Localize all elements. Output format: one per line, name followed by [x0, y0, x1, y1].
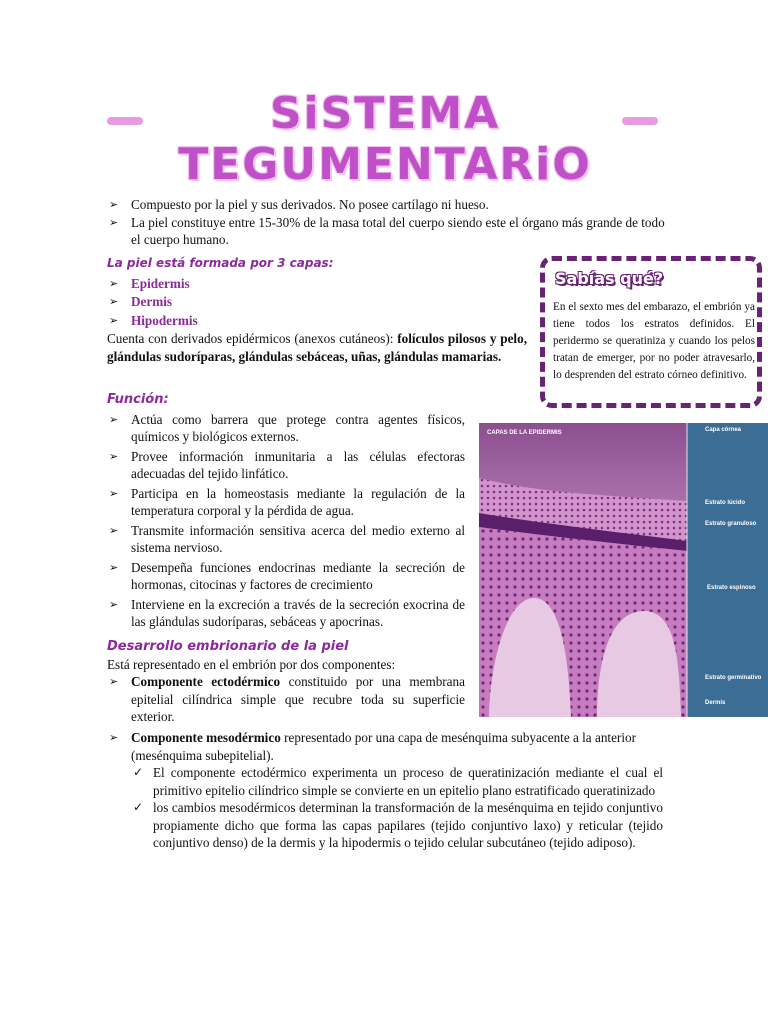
figure-label: Dermis	[705, 700, 726, 706]
development-heading: Desarrollo embrionario de la piel	[107, 639, 349, 654]
component-item: ➢ Componente mesodérmico representado por una capa de mesénquima subyacente a la anterior (mesénquima subepitelial).	[109, 730, 636, 763]
function-item: ➢ Transmite información sensitiva acerca del medio externo al sistema nervioso.	[109, 522, 465, 555]
histology-illustration	[479, 423, 768, 717]
development-intro: Está representado en el embrión por dos componentes:	[107, 656, 396, 672]
layers-section	[107, 255, 527, 365]
did-you-know-box	[540, 256, 762, 408]
function-item: ➢ Participa en la homeostasis mediante la regulación de la temperatura corporal y la pérdida de agua.	[109, 485, 465, 518]
layer-item: ➢ Epidermis	[109, 275, 190, 291]
figure-label: Estrato espinoso	[707, 585, 756, 591]
arrow-bullet-icon: ➢	[109, 597, 119, 611]
callout-text: En el sexto mes del embarazo, el embrión ya tiene todos los estratos definidos. El peridermo se queratiniza y cuando los pelos tratan de emerger, por no poder atravesarlo, lo desprenden del estrato córneo definitivo.	[553, 301, 755, 381]
page-title: SiSTEMA TEGUMENTARiO	[178, 88, 592, 190]
arrow-bullet-icon: ➢	[109, 486, 119, 500]
arrow-bullet-icon: ➢	[109, 523, 119, 537]
arrow-bullet-icon: ➢	[109, 295, 119, 308]
arrow-bullet-icon: ➢	[109, 276, 119, 290]
arrow-bullet-icon: ➢	[109, 215, 119, 229]
title-dash-right	[622, 117, 658, 125]
figure-label: Estrato germinativo	[705, 675, 762, 681]
checkmark-icon: ✓	[133, 765, 144, 779]
callout-title: Sabías qué?	[555, 269, 664, 288]
function-section	[107, 391, 465, 631]
function-heading: Función:	[107, 392, 169, 407]
function-item: ➢ Interviene en la excreción a través de la secreción exocrina de las glándulas sudoríparas, sebáceas y apocrinas.	[109, 596, 465, 629]
development-continued	[107, 729, 663, 852]
derivados-paragraph: Cuenta con derivados epidérmicos (anexos cutáneos): folículos pilosos y pelo, glándulas sudoríparas, glándulas sebáceas, uñas, glándulas mamarias.	[107, 331, 527, 364]
title-dash-left	[107, 117, 143, 125]
arrow-bullet-icon: ➢	[109, 313, 119, 327]
intro-item: ➢ Compuesto por la piel y sus derivados. No posee cartílago ni hueso.	[109, 197, 489, 212]
development-section	[107, 638, 465, 726]
figure-label: Capa córnea	[705, 427, 742, 433]
intro-item: ➢ La piel constituye entre 15-30% de la masa total del cuerpo siendo este el órgano más grande de todo el cuerpo humano.	[109, 214, 665, 247]
layer-item: ➢ Dermis	[109, 294, 173, 309]
arrow-bullet-icon: ➢	[109, 731, 119, 744]
checks-list	[107, 764, 663, 852]
arrow-bullet-icon: ➢	[109, 198, 119, 211]
arrow-bullet-icon: ➢	[109, 449, 119, 463]
component-item: ➢ Componente ectodérmico constituido por una membrana epitelial cilíndrica simple que recubre toda su superficie exterior.	[109, 674, 465, 724]
check-item: ✓ El componente ectodérmico experimenta un proceso de queratinización mediante el cual el primitivo epitelio cilíndrico simple se convierte en un epitelio plano estratificado queratinizado	[133, 765, 663, 798]
layer-item: ➢ Hipodermis	[109, 312, 198, 328]
arrow-bullet-icon: ➢	[109, 560, 119, 574]
function-item: ➢ Desempeña funciones endocrinas mediante la secreción de hormonas, citocinas y factores de crecimiento	[109, 559, 465, 592]
arrow-bullet-icon: ➢	[109, 412, 119, 426]
arrow-bullet-icon: ➢	[109, 675, 119, 688]
layers-heading: La piel está formada por 3 capas:	[107, 256, 334, 270]
function-item: ➢ Provee información inmunitaria a las células efectoras adecuadas del tejido linfático.	[109, 448, 465, 481]
figure-label: Estrato granuloso	[705, 521, 757, 527]
function-item: ➢ Actúa como barrera que protege contra agentes físicos, químicos y biológicos externos.	[109, 411, 465, 444]
epidermis-histology-image	[479, 423, 768, 717]
figure-caption: CAPAS DE LA EPIDERMIS	[487, 430, 562, 436]
figure-label: Estrato lúcido	[705, 500, 746, 506]
checkmark-icon: ✓	[133, 800, 144, 814]
title-banner	[0, 88, 768, 190]
intro-list	[107, 196, 667, 249]
check-item: ✓ los cambios mesodérmicos determinan la transformación de la mesénquima en tejido conjuntivo propiamente dicho que forma las capas papilares (tejido conjuntivo laxo) y reticular (tejido conjuntivo denso) de la dermis y la hipodermis o tejido celular subcutáneo (tejido adiposo).	[133, 800, 663, 850]
